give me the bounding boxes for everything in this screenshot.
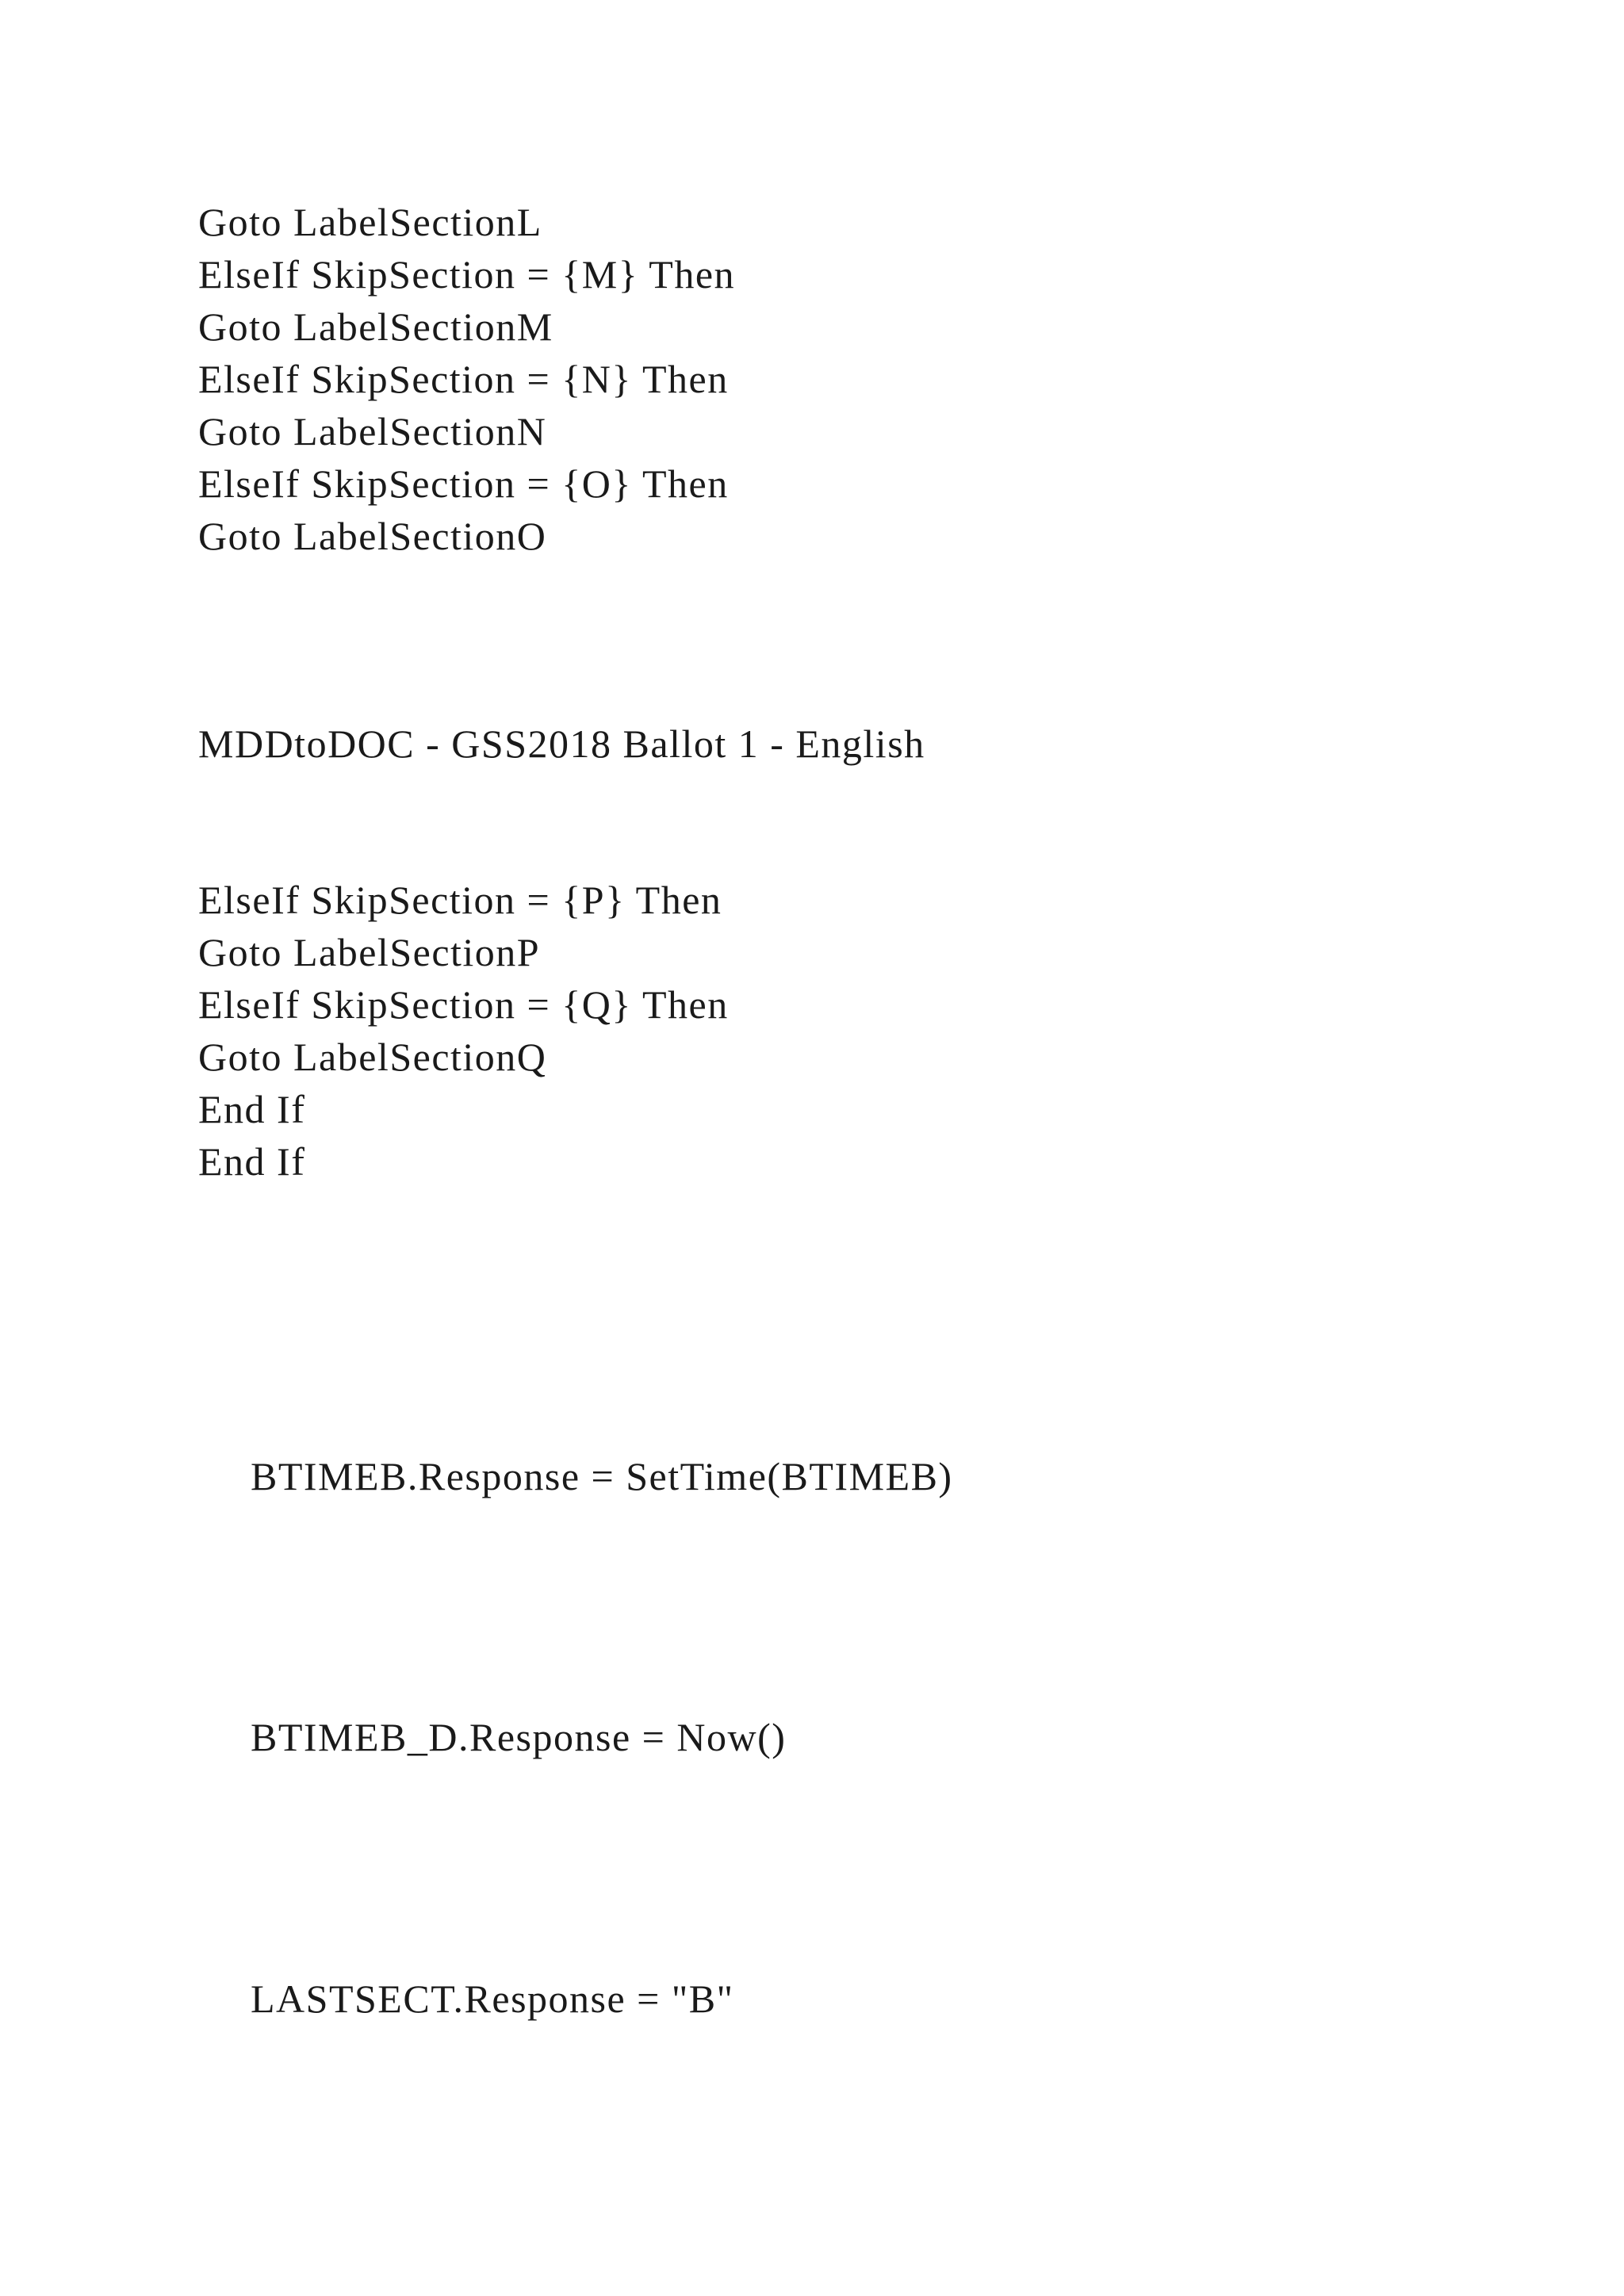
code-block-skip-sections-l-o: [198, 196, 735, 562]
code-block-skip-sections-p-q: [198, 874, 729, 1188]
code-line: ElseIf SkipSection = {O} Then: [198, 461, 729, 506]
code-line: Goto LabelSectionP: [198, 930, 541, 974]
code-line: Goto LabelSectionM: [198, 304, 553, 349]
statement-lastsect: LASTSECT.Response = "B": [251, 1976, 734, 2021]
code-line: ElseIf SkipSection = {N} Then: [198, 357, 729, 401]
code-line: Goto LabelSectionL: [198, 200, 542, 244]
code-line: ElseIf SkipSection = {Q} Then: [198, 982, 729, 1027]
statement-btimeb-d-now: BTIMEB_D.Response = Now(): [251, 1715, 787, 1759]
code-line: ElseIf SkipSection = {P} Then: [198, 878, 722, 922]
code-line: ElseIf SkipSection = {M} Then: [198, 252, 736, 297]
code-line: Goto LabelSectionQ: [198, 1035, 547, 1079]
code-line: End If: [198, 1087, 306, 1131]
code-line: Goto LabelSectionO: [198, 514, 547, 558]
code-line: Goto LabelSectionN: [198, 409, 547, 453]
document-title: MDDtoDOC - GSS2018 Ballot 1 - English: [198, 721, 925, 766]
statement-btimeb-settime: BTIMEB.Response = SetTime(BTIMEB): [251, 1454, 953, 1498]
document-header: [198, 718, 925, 770]
code-line: End If: [198, 1139, 306, 1184]
